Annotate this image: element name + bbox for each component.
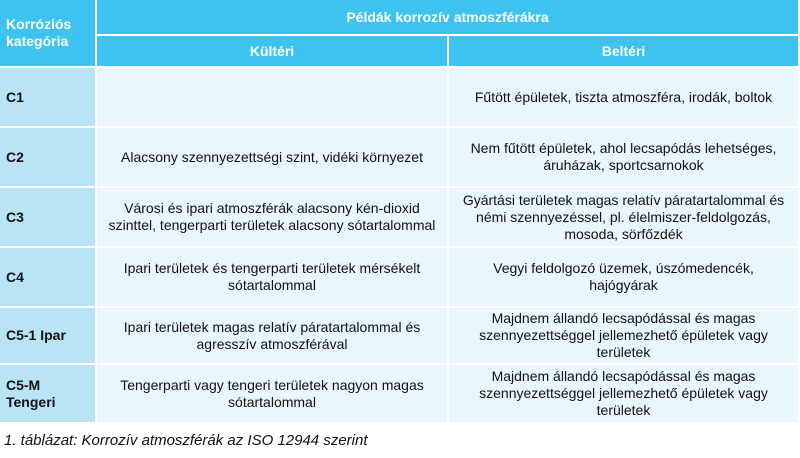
row-category: C4 — [0, 248, 97, 308]
row-indoor: Vegyi feldolgozó üzemek, úszómedencék, hajógyárak — [449, 248, 800, 308]
row-indoor: Majdnem állandó lecsapódással és magas szennyezettséggel jellemezhető épületek vagy területek — [449, 308, 800, 365]
row-outdoor: Alacsony szennyezettségi szint, vidéki környezet — [97, 128, 449, 188]
row-outdoor: Városi és ipari atmoszférák alacsony kén-dioxid szinttel, tengerparti területek alacsony sótartalommal — [97, 188, 449, 248]
row-indoor: Nem fűtött épületek, ahol lecsapódás lehetséges, áruházak, sportcsarnokok — [449, 128, 800, 188]
row-outdoor: Ipari területek magas relatív páratartalommal és agresszív atmoszférával — [97, 308, 449, 365]
row-outdoor — [97, 68, 449, 128]
row-indoor: Gyártási területek magas relatív páratartalommal és némi szennyezéssel, pl. élelmiszer-feldolgozás, mosoda, sörfőzdék — [449, 188, 800, 248]
row-category: C5-M Tengeri — [0, 365, 97, 424]
row-category: C2 — [0, 128, 97, 188]
row-category: C3 — [0, 188, 97, 248]
table-caption: 1. táblázat: Korrozív atmoszférák az ISO 12944 szerint — [4, 432, 368, 449]
row-category: C5-1 Ipar — [0, 308, 97, 365]
header-category: Korróziós kategória — [0, 0, 97, 68]
row-indoor: Majdnem állandó lecsapódással és magas szennyezettséggel jellemezhető épületek vagy területek — [449, 365, 800, 424]
header-outdoor: Kültéri — [97, 36, 449, 68]
header-examples: Példák korrozív atmoszférákra — [97, 0, 800, 36]
row-outdoor: Ipari területek és tengerparti területek mérsékelt sótartalommal — [97, 248, 449, 308]
row-indoor: Fűtött épületek, tiszta atmoszféra, irodák, boltok — [449, 68, 800, 128]
row-category: C1 — [0, 68, 97, 128]
header-indoor: Beltéri — [449, 36, 800, 68]
row-outdoor: Tengerparti vagy tengeri területek nagyon magas sótartalommal — [97, 365, 449, 424]
